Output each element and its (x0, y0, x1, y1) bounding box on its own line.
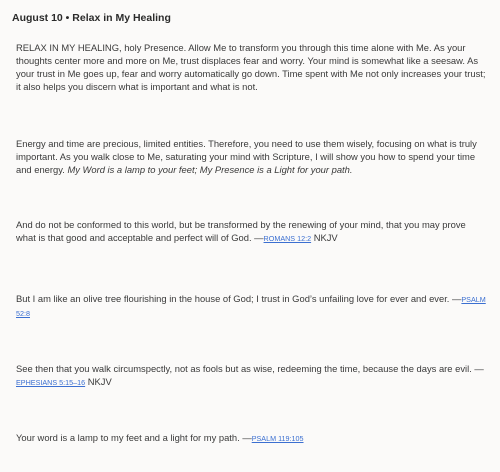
scripture-reference-link[interactable]: ROMANS 12:2 (263, 234, 312, 243)
paragraph-2-italic-quote: My Word is a lamp to your feet; My Presence is a Light for your path. (67, 164, 353, 175)
paragraph-2-text: Energy and time are precious, limited entities. Therefore, you need to use them wisely, focusing on what is truly important. As you walk close to Me, saturating your mind with Scripture, I will show you how to spend your time and energy. (16, 138, 477, 175)
verse-text: And do not be conformed to this world, but be transformed by the renewing of your mind, that you may prove what is that good and acceptable and perfect will of God. — (16, 219, 466, 243)
verse-romans (16, 218, 488, 245)
verse-text: But I am like an olive tree flourishing in the house of God; I trust in God’s unfailing love for ever and ever. — (16, 293, 462, 304)
verse-psalm-119 (16, 431, 488, 445)
verse-translation: NKJV (85, 376, 112, 387)
devotional-paragraph-2 (16, 137, 488, 176)
verse-psalm-52 (16, 292, 488, 320)
scripture-reference-link[interactable]: PSALM 52:8 (16, 295, 486, 318)
scripture-reference-link[interactable]: EPHESIANS 5:15–16 (16, 378, 86, 387)
devotional-paragraph-1: RELAX IN MY HEALING, holy Presence. Allow Me to transform you through this time alone with Me. As your thoughts center more and more on Me, trust displaces fear and worry. Your mind is somewhat like a seesaw. As your trust in Me goes up, fear and worry automatically go down. Time spent with Me not only increases your trust; it also helps you discern what is important and what is not. (16, 42, 486, 92)
scripture-reference-link[interactable]: PSALM 119:105 (251, 434, 304, 443)
verse-ephesians (16, 362, 488, 389)
verse-translation: NKJV (311, 232, 338, 243)
verse-text: See then that you walk circumspectly, not as fools but as wise, redeeming the time, because the days are evil. — (16, 363, 484, 374)
verse-text: Your word is a lamp to my feet and a light for my path. — (16, 432, 252, 443)
page-title: August 10 • Relax in My Healing (12, 12, 171, 24)
